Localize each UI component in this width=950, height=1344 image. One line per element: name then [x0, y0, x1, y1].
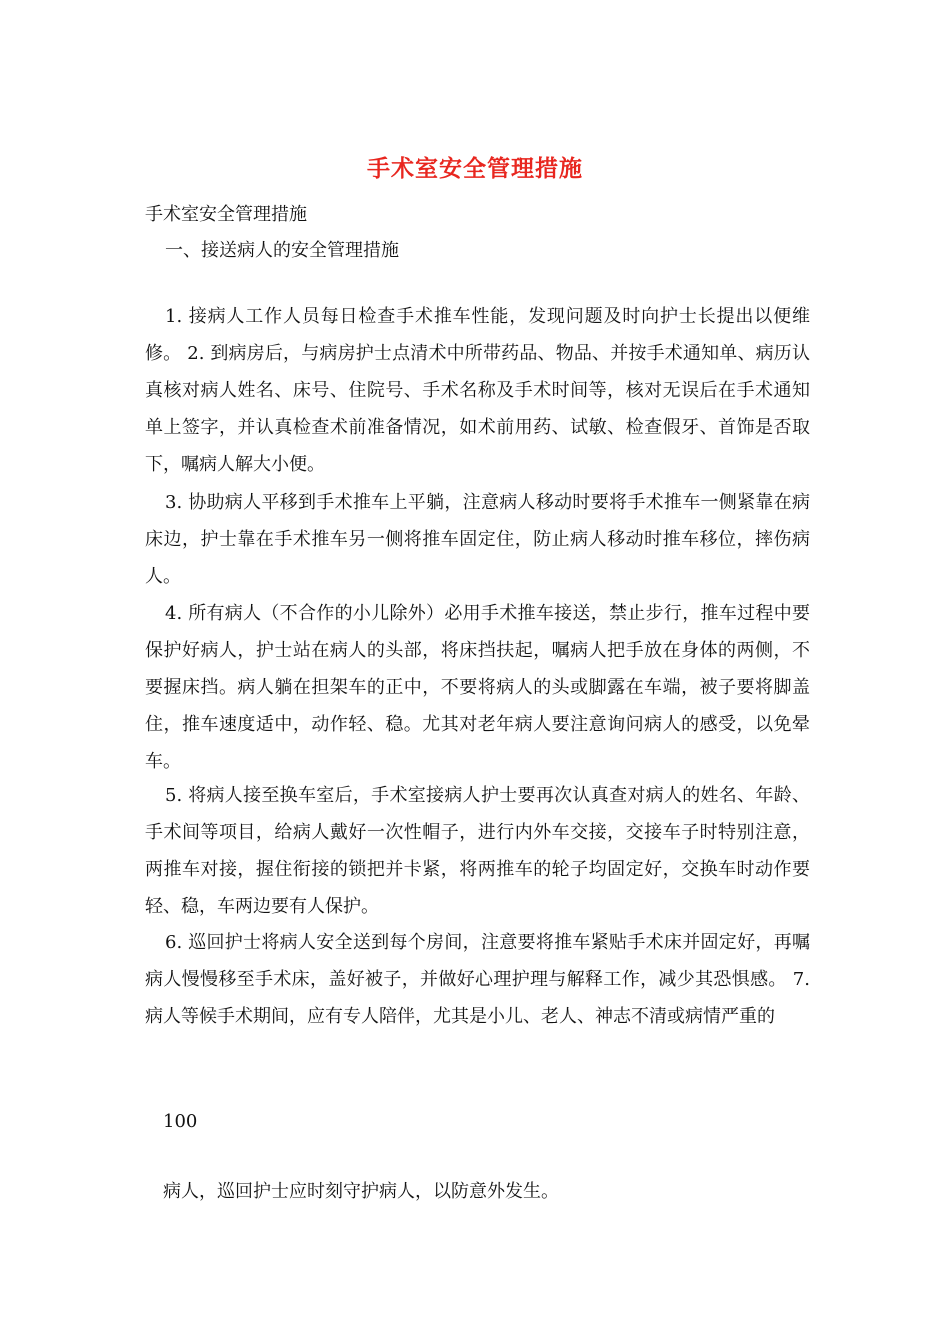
paragraph-3: 3. 协助病人平移到手术推车上平躺，注意病人移动时要将手术推车一侧紧靠在病床边，护士靠在手术推车另一侧将推车固定住，防止病人移动时推车移位，摔伤病人。 [145, 492, 810, 587]
paragraph-6-7: 6. 巡回护士将病人安全送到每个房间，注意要将推车紧贴手术床并固定好，再嘱病人慢慢移至手术床，盖好被子，并做好心理护理与解释工作，减少其恐惧感。 7. 病人等候手术期间，应有专人陪伴，尤其是小儿、老人、神志不清或病情严重的 [145, 932, 810, 1027]
page-number: 100 [163, 1111, 198, 1132]
paragraph-4: 4. 所有病人（不合作的小儿除外）必用手术推车接送，禁止步行，推车过程中要保护好病人，护士站在病人的头部，将床挡扶起，嘱病人把手放在身体的两侧，不要握床挡。病人躺在担架车的正中，不要将病人的头或脚露在车端，被子要将脚盖住，推车速度适中，动作轻、稳。尤其对老年病人要注意询问病人的感受，以免晕车。 [145, 603, 810, 772]
paragraph-5: 5. 将病人接至换车室后，手术室接病人护士要再次认真查对病人的姓名、年龄、手术间等项目，给病人戴好一次性帽子，进行内外车交接，交接车子时特别注意，两推车对接，握住衔接的锁把并卡紧，将两推车的轮子均固定好，交换车时动作要轻、稳，车两边要有人保护。 [145, 785, 810, 917]
section-heading: 一、接送病人的安全管理措施 [165, 240, 399, 261]
continuation-text: 病人，巡回护士应时刻守护病人，以防意外发生。 [163, 1181, 559, 1202]
document-subtitle: 手术室安全管理措施 [145, 204, 307, 225]
paragraph-1-2: 1. 接病人工作人员每日检查手术推车性能，发现问题及时向护士长提出以便维修。 2. 到病房后，与病房护士点清术中所带药品、物品、并按手术通知单、病历认真核对病人姓名、床号、住院号、手术名称及手术时间等，核对无误后在手术通知单上签字，并认真检查术前准备情况，如术前用药、试敏、检查假牙、首饰是否取下，嘱病人解大小便。 [145, 306, 810, 475]
document-title: 手术室安全管理措施 [367, 155, 583, 182]
